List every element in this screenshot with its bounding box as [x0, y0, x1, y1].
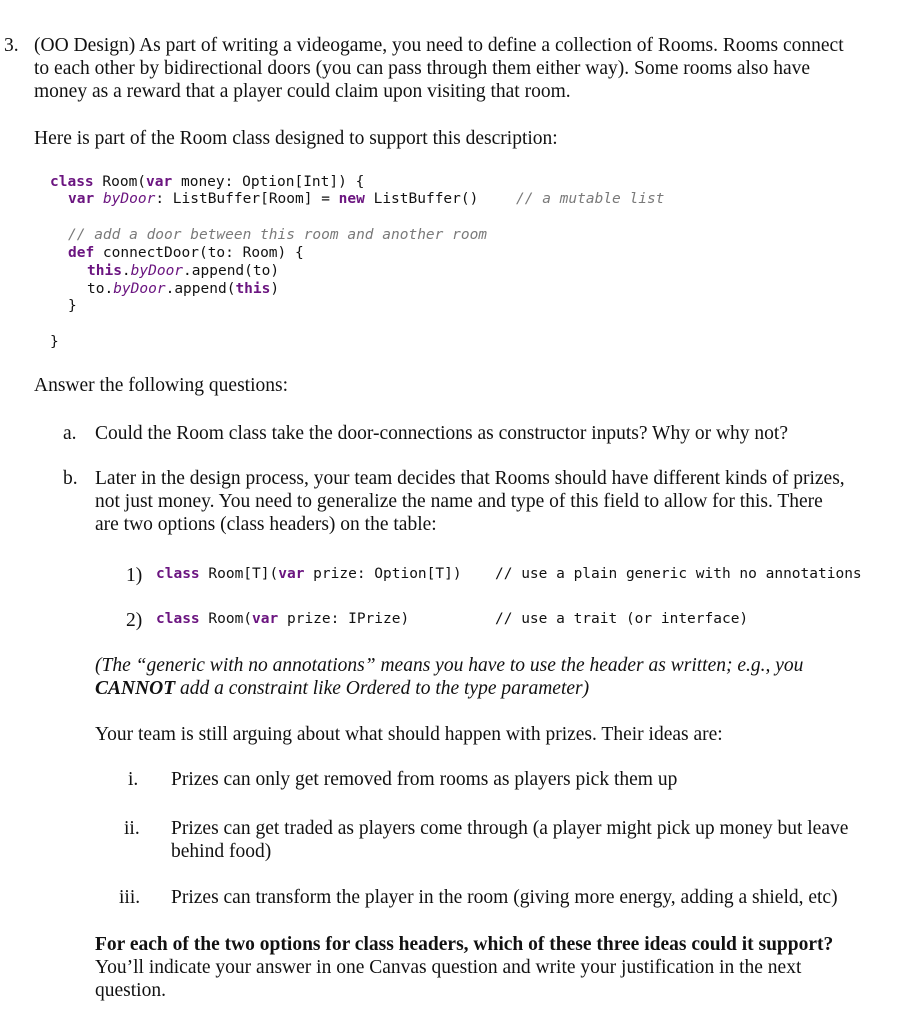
- idea-2-text: [171, 817, 901, 863]
- intro-line-2: to each other by bidirectional doors (you can pass through them either way). Some rooms also have: [34, 58, 811, 79]
- code-line-8: }: [50, 334, 59, 350]
- part-b-line-2: not just money. You need to generalize the name and type of this field to allow for this. There: [95, 491, 823, 512]
- generic-note-line-1: (The “generic with no annotations” means you have to use the header as written; e.g., you: [95, 655, 804, 676]
- idea-2-line-2: behind food): [171, 841, 272, 862]
- idea-2-label: ii.: [124, 818, 140, 839]
- part-a-text: Could the Room class take the door-connections as constructor inputs? Why or why not?: [95, 423, 788, 444]
- class-intro: Here is part of the Room class designed to support this description:: [34, 128, 558, 149]
- team-text: Your team is still arguing about what should happen with prizes. Their ideas are:: [95, 724, 723, 745]
- idea-1-label: i.: [128, 769, 139, 790]
- part-b-line-3: are two options (class headers) on the table:: [95, 514, 437, 535]
- question-number: 3.: [4, 35, 19, 56]
- code-line-7: }: [68, 298, 77, 314]
- intro-line-1: (OO Design) As part of writing a videogame, you need to define a collection of Rooms. Rooms connect: [34, 35, 844, 56]
- question-intro: [34, 34, 904, 103]
- idea-3-text: Prizes can transform the player in the room (giving more energy, adding a shield, etc): [171, 887, 838, 908]
- part-a-label: a.: [63, 423, 77, 444]
- code-comment-mutable: // a mutable list: [516, 191, 665, 207]
- idea-3-label: iii.: [119, 887, 141, 908]
- final-line-1: You’ll indicate your answer in one Canvas question and write your justification in the next: [95, 957, 802, 978]
- generic-note: [95, 654, 895, 700]
- option-1-code: class Room[T](var prize: Option[T]): [156, 566, 462, 582]
- final-bold-line: For each of the two options for class headers, which of these three ideas could it support?: [95, 934, 834, 955]
- final-instructions: [95, 933, 895, 1002]
- part-b-line-1: Later in the design process, your team decides that Rooms should have different kinds of prizes,: [95, 468, 845, 489]
- code-line-6: to.byDoor.append(this): [87, 281, 280, 297]
- idea-1-text: Prizes can only get removed from rooms as players pick them up: [171, 769, 678, 790]
- option-2-code: class Room(var prize: IPrize): [156, 611, 410, 627]
- idea-2-line-1: Prizes can get traded as players come through (a player might pick up money but leave: [171, 818, 849, 839]
- cannot-emphasis: CANNOT: [95, 678, 176, 699]
- generic-note-line-2: CANNOT add a constraint like Ordered to the type parameter): [95, 678, 590, 699]
- code-line-5: this.byDoor.append(to): [87, 263, 280, 279]
- option-2-label: 2): [126, 610, 143, 631]
- code-line-3: // add a door between this room and another room: [68, 227, 488, 243]
- option-2-comment: // use a trait (or interface): [495, 611, 749, 627]
- code-line-2: var byDoor: ListBuffer[Room] = new ListBuffer(): [68, 191, 479, 207]
- part-b-label: b.: [63, 468, 78, 489]
- code-line-1: class Room(var money: Option[Int]) {: [50, 174, 365, 190]
- final-line-2: question.: [95, 980, 166, 1001]
- option-1-label: 1): [126, 565, 143, 586]
- code-line-4: def connectDoor(to: Room) {: [68, 245, 304, 261]
- part-b-text: [95, 467, 895, 536]
- intro-line-3: money as a reward that a player could claim upon visiting that room.: [34, 81, 571, 102]
- answer-intro: Answer the following questions:: [34, 375, 289, 396]
- question-title: (OO Design): [34, 35, 136, 56]
- option-1-comment: // use a plain generic with no annotations: [495, 566, 862, 582]
